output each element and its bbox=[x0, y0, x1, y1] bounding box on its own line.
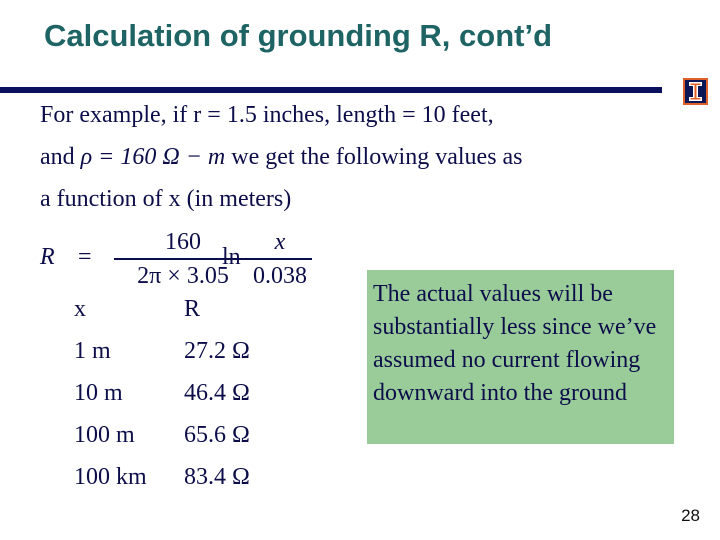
body-line-1: For example, if r = 1.5 inches, length = 10 feet, bbox=[40, 102, 494, 128]
formula-ln: ln bbox=[222, 244, 241, 270]
body-line-3: a function of x (in meters) bbox=[40, 186, 292, 212]
formula-lhs: R bbox=[40, 244, 55, 270]
slide-title: Calculation of grounding R, cont’d bbox=[44, 18, 553, 53]
block-i-logo-icon bbox=[683, 78, 708, 105]
cell-x: 100 m bbox=[74, 422, 135, 448]
body-line-2 bbox=[40, 136, 620, 178]
cell-r: 46.4 Ω bbox=[184, 380, 250, 406]
cell-x: 1 m bbox=[74, 338, 111, 364]
formula-numerator-1: 160 bbox=[165, 229, 201, 255]
title-divider bbox=[0, 87, 662, 93]
resistivity-expression: ρ = 160 Ω − m bbox=[80, 144, 226, 170]
fraction-bar-2 bbox=[248, 258, 312, 260]
formula-fraction-2 bbox=[248, 228, 312, 290]
formula-equals: = bbox=[78, 244, 92, 270]
formula-denominator-1: 2π × 3.05 bbox=[137, 262, 229, 289]
formula-denominator-2: 0.038 bbox=[253, 262, 307, 289]
note-box: The actual values will be substantially less since we’ve assumed no current flowing downward into the ground bbox=[367, 270, 674, 444]
body-line-2-suffix: we get the following values as bbox=[231, 144, 523, 170]
page-number: 28 bbox=[681, 506, 700, 525]
cell-x: 100 km bbox=[74, 464, 147, 490]
header-x: x bbox=[74, 296, 86, 322]
formula-numerator-2: x bbox=[274, 229, 286, 255]
cell-r: 83.4 Ω bbox=[184, 464, 250, 490]
body-line-2-prefix: and bbox=[40, 144, 75, 170]
header-r: R bbox=[184, 296, 201, 322]
body-text bbox=[40, 94, 620, 220]
cell-r: 65.6 Ω bbox=[184, 422, 250, 448]
cell-x: 10 m bbox=[74, 380, 123, 406]
cell-r: 27.2 Ω bbox=[184, 338, 250, 364]
resistance-formula bbox=[40, 228, 340, 292]
